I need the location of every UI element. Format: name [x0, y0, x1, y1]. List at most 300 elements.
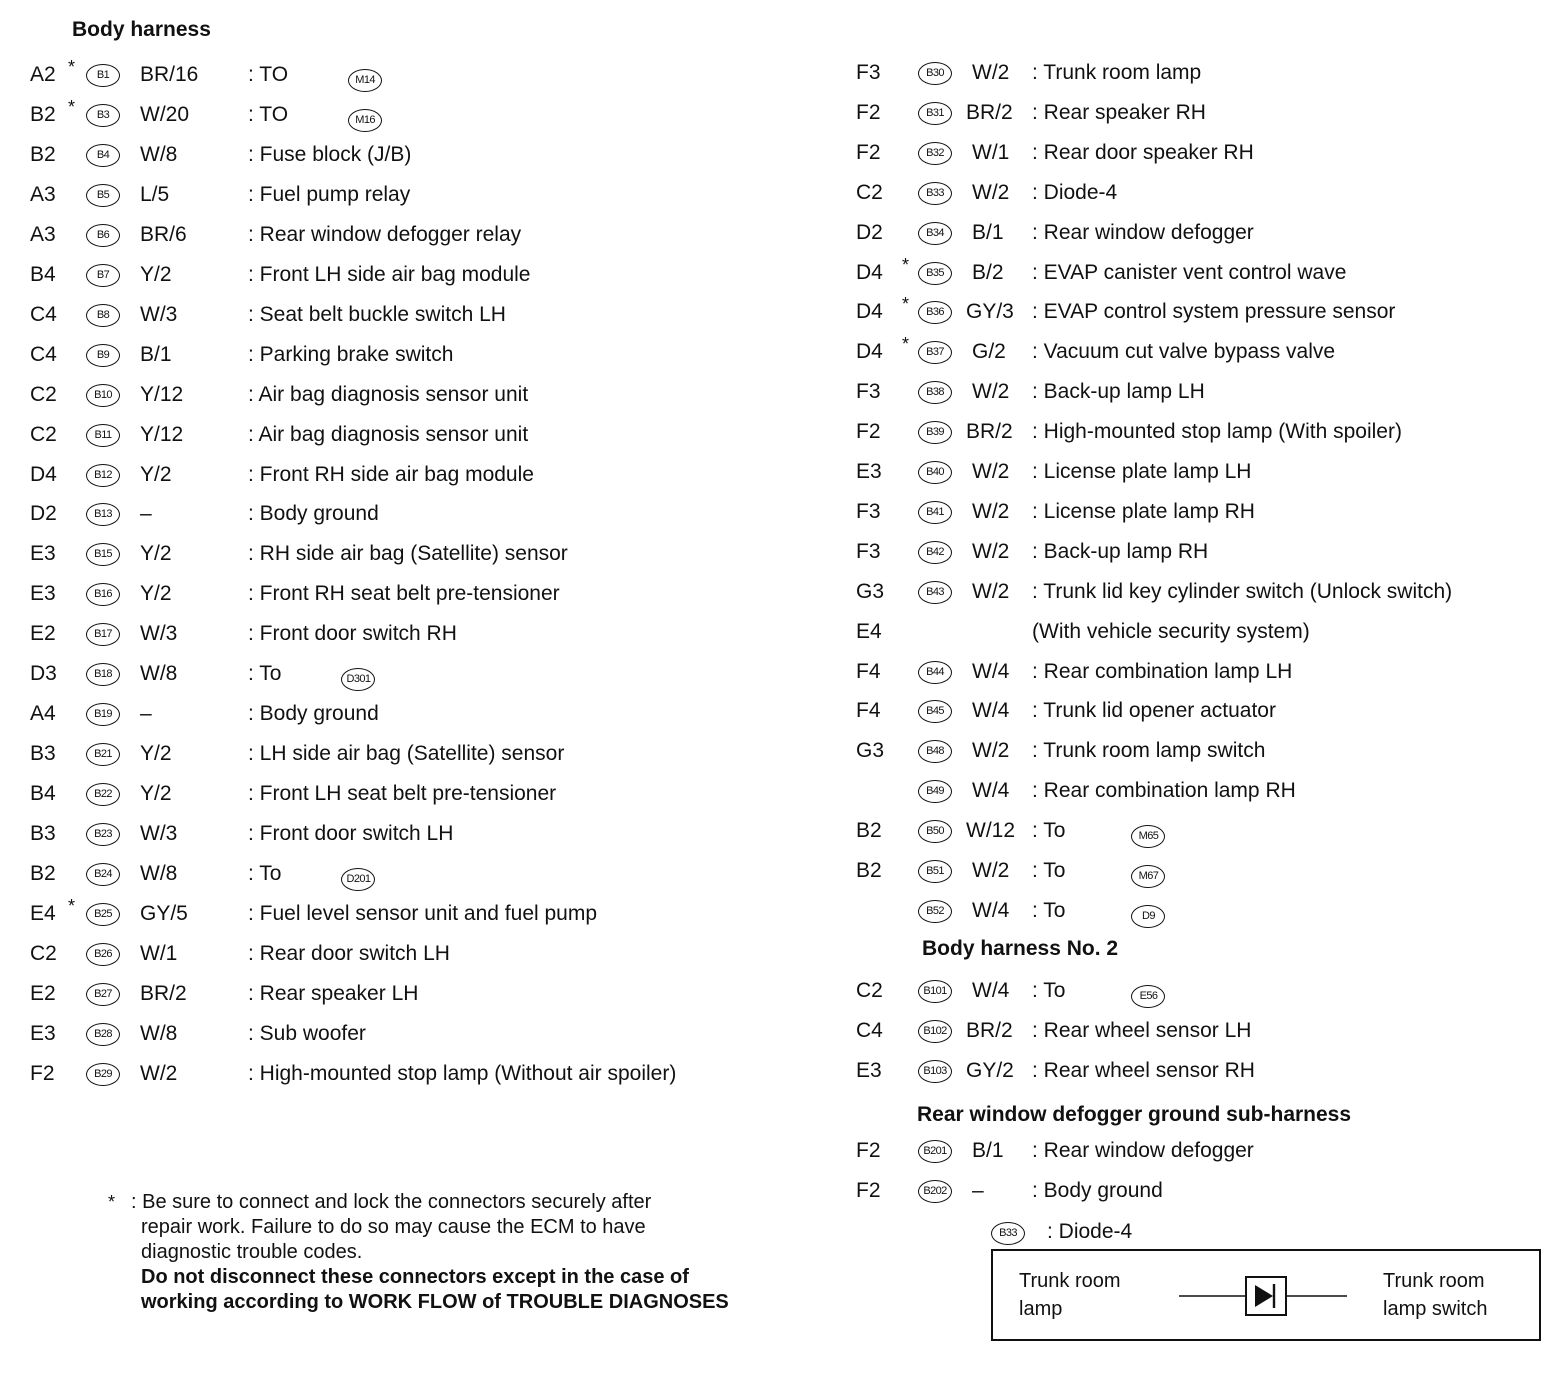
connector-badge: B28 — [86, 1023, 120, 1046]
grid-location: A3 — [30, 222, 56, 246]
body-harness-no2-heading: Body harness No. 2 — [922, 937, 1119, 960]
connector-description — [1032, 736, 1265, 766]
description-text: : Seat belt buckle switch LH — [248, 302, 506, 326]
connector-description — [248, 380, 528, 410]
description-text: : Fuel level sensor unit and fuel pump — [248, 901, 598, 925]
connector-badge: B48 — [918, 740, 952, 763]
description-text: : To — [248, 662, 282, 686]
description-text: : Fuel pump relay — [248, 182, 411, 206]
connector-description — [1032, 696, 1276, 726]
description-text: : Front RH side air bag module — [248, 462, 534, 486]
description-text: : Rear window defogger relay — [248, 222, 522, 246]
connector-row — [856, 976, 1556, 1006]
description-text: : Rear wheel sensor RH — [1032, 1058, 1255, 1082]
connector-description — [1032, 417, 1402, 447]
grid-location: G3 — [856, 739, 885, 763]
wire-spec: B/1 — [972, 1139, 1004, 1162]
grid-location: B2 — [30, 102, 56, 126]
connector-description — [248, 979, 418, 1009]
connector-badge: B41 — [918, 501, 952, 524]
connector-row — [856, 334, 1556, 367]
description-text: : LH side air bag (Satellite) sensor — [248, 742, 565, 766]
connector-row — [30, 539, 730, 569]
wire-spec: – — [140, 502, 152, 526]
description-text: (With vehicle security system) — [1032, 619, 1310, 643]
connector-row — [30, 579, 730, 609]
wire-spec: W/3 — [140, 822, 178, 846]
connector-description — [1032, 497, 1255, 527]
connector-row — [856, 294, 1556, 327]
description-text: : Back-up lamp RH — [1032, 539, 1209, 563]
wire-spec: BR/2 — [966, 420, 1013, 444]
connector-badge: B30 — [918, 62, 952, 85]
connector-row — [30, 499, 730, 529]
connector-description — [1032, 297, 1395, 327]
connector-row — [856, 776, 1556, 806]
connector-row — [30, 220, 730, 250]
lock-star: * — [68, 96, 76, 117]
diagram-right-label-2: lamp switch — [1383, 1298, 1488, 1320]
connector-description — [248, 180, 410, 210]
connector-badge: B5 — [86, 184, 120, 207]
connector-badge: B38 — [918, 381, 952, 404]
wire-spec: W/2 — [140, 1061, 178, 1085]
wire-spec: Y/2 — [140, 582, 172, 606]
connector-row — [856, 497, 1556, 527]
wire-spec: Y/2 — [140, 262, 172, 286]
description-text: : Trunk room lamp switch — [1032, 739, 1266, 763]
wire-spec: W/3 — [140, 622, 178, 646]
wire-spec: GY/5 — [140, 901, 188, 925]
description-text: : Body ground — [248, 702, 379, 726]
description-text: : Body ground — [1032, 1178, 1163, 1202]
grid-location: B2 — [856, 859, 882, 882]
connector-row — [856, 178, 1556, 208]
connector-badge: B26 — [86, 943, 120, 966]
connector-row — [30, 380, 730, 410]
diagram-left-label-2: lamp — [1019, 1298, 1063, 1320]
wire-spec: W/3 — [140, 302, 178, 326]
connector-description — [1032, 58, 1201, 88]
connector-badge: B37 — [918, 341, 952, 364]
connector-description — [1032, 337, 1335, 367]
connector-row — [30, 1019, 730, 1049]
connector-row — [30, 699, 730, 729]
connector-badge: B42 — [918, 541, 952, 564]
grid-location: F2 — [30, 1061, 55, 1085]
connector-row — [856, 736, 1556, 766]
grid-location: A4 — [30, 702, 56, 726]
connector-description — [248, 579, 560, 609]
grid-location: C4 — [30, 302, 57, 326]
connector-description — [1032, 138, 1254, 168]
grid-location: E3 — [856, 1058, 882, 1082]
wire-spec: B/1 — [140, 342, 172, 366]
connector-description — [248, 1059, 676, 1089]
wire-spec: W/8 — [140, 1021, 178, 1045]
description-text: : Trunk lid key cylinder switch (Unlock switch) — [1032, 579, 1453, 603]
wire-spec: GY/2 — [966, 1058, 1014, 1082]
wire-spec: W/4 — [972, 659, 1010, 683]
connector-description — [248, 659, 371, 691]
wire-spec: BR/6 — [140, 222, 187, 246]
connector-description — [1032, 1136, 1254, 1166]
connector-badge: B12 — [86, 464, 120, 487]
wire-spec: GY/3 — [966, 300, 1014, 324]
grid-location: A2 — [30, 63, 56, 86]
wire-spec: W/2 — [972, 859, 1010, 882]
grid-location: C2 — [856, 979, 883, 1002]
description-text: : Diode-4 — [1032, 180, 1118, 204]
connector-badge: B8 — [86, 304, 120, 327]
connector-row — [30, 96, 730, 130]
wire-spec: – — [140, 702, 152, 726]
connector-description — [248, 260, 530, 290]
target-connector-badge: E56 — [1131, 985, 1165, 1008]
wire-spec: W/4 — [972, 779, 1010, 803]
connector-description — [1032, 1056, 1255, 1086]
lock-star: * — [902, 334, 910, 355]
wire-spec: Y/2 — [140, 462, 172, 486]
connector-badge: B36 — [918, 301, 952, 324]
grid-location: B4 — [30, 782, 56, 806]
wire-spec: Y/2 — [140, 542, 172, 566]
connector-row — [856, 617, 1556, 647]
connector-description — [1032, 218, 1254, 248]
description-text: : Vacuum cut valve bypass valve — [1032, 340, 1336, 364]
description-text: : Front LH side air bag module — [248, 262, 531, 286]
connector-description — [248, 340, 453, 370]
defogger-sub-harness-heading: Rear window defogger ground sub-harness — [917, 1103, 1352, 1126]
wire-spec: W/2 — [972, 380, 1010, 404]
target-connector-badge: M14 — [348, 69, 382, 92]
wire-spec: G/2 — [972, 340, 1006, 364]
wire-spec: Y/2 — [140, 742, 172, 766]
connector-description — [248, 819, 453, 849]
connector-row — [30, 819, 730, 849]
wire-spec: W/8 — [140, 862, 178, 885]
wire-spec: W/1 — [972, 140, 1010, 164]
connector-description — [248, 899, 597, 929]
wire-spec: Y/12 — [140, 422, 184, 446]
description-text: : Air bag diagnosis sensor unit — [248, 422, 529, 446]
footnote-line-1: : Be sure to connect and lock the connectors securely after — [131, 1191, 652, 1213]
target-connector-badge: M16 — [348, 109, 382, 132]
connector-description — [248, 739, 564, 769]
connector-badge: B50 — [918, 820, 952, 843]
connector-badge: B35 — [918, 262, 952, 285]
grid-location: F4 — [856, 659, 881, 683]
connector-row — [856, 254, 1556, 288]
connector-description — [1032, 178, 1117, 208]
description-text: : Rear window defogger — [1032, 1139, 1254, 1162]
connector-badge: B39 — [918, 421, 952, 444]
connector-description — [248, 619, 457, 649]
description-text: : Back-up lamp LH — [1032, 380, 1205, 404]
connector-row — [856, 98, 1556, 128]
connector-description — [1032, 98, 1206, 128]
connector-row — [856, 218, 1556, 248]
connector-badge: B25 — [86, 903, 120, 926]
grid-location: C2 — [856, 180, 883, 204]
connector-row — [30, 460, 730, 490]
connector-row — [30, 57, 730, 90]
connector-row — [30, 895, 730, 929]
connector-badge: B49 — [918, 780, 952, 803]
description-text: : Front door switch RH — [248, 622, 457, 646]
footnote-bold-1: Do not disconnect these connectors except in the case of — [141, 1266, 689, 1288]
connector-row — [30, 340, 730, 370]
connector-row — [30, 300, 730, 330]
grid-location: A3 — [30, 182, 56, 206]
connector-badge: B51 — [918, 860, 952, 883]
wire-spec: Y/2 — [140, 782, 172, 806]
target-connector-badge: D201 — [341, 868, 375, 891]
description-text: : Rear combination lamp RH — [1032, 779, 1296, 803]
connector-row — [856, 457, 1556, 487]
description-text: : Body ground — [248, 502, 379, 526]
description-text: : Front door switch LH — [248, 822, 454, 846]
connector-badge: B22 — [86, 783, 120, 806]
connector-row — [856, 1056, 1556, 1086]
target-connector-badge: D9 — [1131, 905, 1165, 928]
target-connector-badge: M67 — [1131, 865, 1165, 888]
diode-symbol — [1173, 1271, 1353, 1321]
diagram-left-label-1: Trunk room — [1019, 1270, 1121, 1292]
connector-row — [30, 779, 730, 809]
grid-location: C2 — [30, 422, 57, 446]
description-text: : TO — [248, 102, 289, 126]
description-text: : To — [1032, 979, 1066, 1002]
description-text: : Trunk room lamp — [1032, 61, 1202, 84]
description-text: : Rear speaker LH — [248, 981, 419, 1005]
connector-badge: B11 — [86, 424, 120, 447]
connector-description — [248, 140, 411, 170]
connector-row — [856, 537, 1556, 567]
grid-location: C2 — [30, 941, 57, 965]
connector-row — [30, 859, 730, 889]
description-text: : EVAP control system pressure sensor — [1032, 300, 1396, 324]
grid-location: F2 — [856, 100, 881, 124]
description-text: : License plate lamp RH — [1032, 499, 1255, 523]
diode-diagram-box — [991, 1249, 1541, 1341]
connector-row — [856, 577, 1556, 607]
grid-location: D4 — [856, 260, 883, 284]
footnote-line-2: repair work. Failure to do so may cause the ECM to have — [141, 1216, 646, 1238]
wire-spec: W/2 — [972, 579, 1010, 603]
connector-description — [248, 499, 379, 529]
grid-location: F3 — [856, 61, 881, 84]
description-text: : License plate lamp LH — [1032, 460, 1252, 483]
connector-row — [856, 896, 1556, 926]
diagram-right-label-1: Trunk room — [1383, 1270, 1485, 1292]
connector-badge: B202 — [918, 1180, 952, 1203]
connector-row — [856, 1136, 1556, 1166]
diode-connector-badge: B33 — [991, 1222, 1025, 1245]
connector-row — [30, 180, 730, 210]
wire-spec: W/4 — [972, 898, 1010, 922]
connector-description — [248, 300, 506, 330]
connector-badge: B43 — [918, 581, 952, 604]
connector-badge: B16 — [86, 583, 120, 606]
connector-description — [248, 420, 528, 450]
connector-row — [856, 1176, 1556, 1206]
connector-description — [1032, 776, 1296, 806]
connector-row — [856, 816, 1556, 846]
connector-row — [856, 856, 1556, 886]
connector-badge: B19 — [86, 703, 120, 726]
grid-location: B2 — [30, 142, 56, 166]
lock-star: * — [902, 254, 910, 275]
connector-description — [248, 779, 556, 809]
grid-location: B4 — [30, 262, 56, 286]
connector-row — [30, 420, 730, 450]
description-text: : Trunk lid opener actuator — [1032, 699, 1276, 723]
wire-spec: W/2 — [972, 539, 1010, 563]
connector-description — [1032, 976, 1158, 1008]
connector-row — [856, 138, 1556, 168]
wire-spec: BR/16 — [140, 63, 199, 86]
wire-spec: B/1 — [972, 220, 1004, 244]
grid-location: C4 — [30, 342, 57, 366]
connector-row — [30, 140, 730, 170]
lock-star: * — [68, 57, 76, 77]
connector-badge: B24 — [86, 863, 120, 886]
connector-badge: B34 — [918, 222, 952, 245]
grid-location: E3 — [30, 582, 56, 606]
grid-location: F3 — [856, 539, 881, 563]
connector-description — [1032, 896, 1155, 928]
description-text: : Parking brake switch — [248, 342, 454, 366]
connector-description — [248, 100, 375, 132]
connector-row — [30, 979, 730, 1009]
description-text: : Front LH seat belt pre-tensioner — [248, 782, 557, 806]
connector-description — [248, 60, 375, 92]
wire-spec: Y/12 — [140, 382, 184, 406]
connector-description — [248, 539, 568, 569]
connector-badge: B7 — [86, 264, 120, 287]
wire-spec: W/1 — [140, 941, 178, 965]
connector-row — [856, 657, 1556, 687]
connector-badge: B102 — [918, 1020, 952, 1043]
connector-row — [30, 939, 730, 969]
connector-row — [30, 739, 730, 769]
connector-description — [248, 460, 534, 490]
description-text: : Fuse block (J/B) — [248, 142, 412, 166]
connector-description — [248, 699, 379, 729]
lock-star: * — [902, 294, 910, 315]
connector-description — [1032, 856, 1159, 888]
connector-badge: B21 — [86, 743, 120, 766]
footnote-star: * — [108, 1192, 116, 1212]
connector-badge: B40 — [918, 461, 952, 484]
connector-description — [248, 859, 371, 891]
connector-row — [30, 619, 730, 649]
connector-badge: B103 — [918, 1060, 952, 1083]
connector-description — [1032, 258, 1346, 288]
wire-spec: W/4 — [972, 979, 1010, 1002]
connector-badge: B44 — [918, 661, 952, 684]
grid-location: E3 — [30, 1021, 56, 1045]
wire-spec: W/12 — [966, 819, 1016, 843]
diode-caption-label: : Diode-4 — [1047, 1220, 1133, 1243]
connector-badge: B6 — [86, 224, 120, 247]
connector-description — [1032, 816, 1159, 848]
description-text: : Sub woofer — [248, 1021, 366, 1045]
connector-description — [1032, 617, 1310, 647]
grid-location: F2 — [856, 140, 881, 164]
connector-row — [30, 659, 730, 689]
grid-location: B3 — [30, 742, 56, 766]
grid-location: D2 — [856, 220, 883, 244]
description-text: : High-mounted stop lamp (Without air spoiler) — [248, 1061, 677, 1085]
lock-star: * — [68, 895, 76, 916]
description-text: : To — [1032, 859, 1066, 882]
connector-description — [248, 939, 450, 969]
connector-badge: B13 — [86, 503, 120, 526]
grid-location: B2 — [856, 819, 882, 843]
connector-description — [1032, 537, 1208, 567]
grid-location: C4 — [856, 1018, 883, 1042]
grid-location: B2 — [30, 862, 56, 885]
connector-description — [1032, 377, 1205, 407]
grid-location: D4 — [856, 300, 883, 324]
connector-row — [856, 1016, 1556, 1046]
description-text: : To — [1032, 898, 1066, 922]
wire-spec: W/2 — [972, 61, 1010, 84]
description-text: : TO — [248, 63, 289, 86]
footnote-bold-2: working according to WORK FLOW of TROUBLE DIAGNOSES — [141, 1291, 729, 1313]
description-text: : Rear speaker RH — [1032, 100, 1206, 124]
grid-location: G3 — [856, 579, 885, 603]
wire-spec: BR/2 — [966, 1018, 1013, 1042]
connector-row — [30, 1059, 730, 1089]
wire-spec: BR/2 — [966, 100, 1013, 124]
grid-location: F2 — [856, 420, 881, 444]
connector-badge: B1 — [86, 64, 120, 87]
connector-description — [1032, 657, 1292, 687]
connector-badge: B32 — [918, 142, 952, 165]
wire-spec: L/5 — [140, 182, 170, 206]
connector-badge: B201 — [918, 1140, 952, 1163]
description-text: : To — [1032, 819, 1066, 843]
grid-location: E2 — [30, 622, 56, 646]
description-text: : RH side air bag (Satellite) sensor — [248, 542, 568, 566]
connector-description — [1032, 457, 1251, 487]
grid-location: F3 — [856, 499, 881, 523]
description-text: : To — [248, 862, 282, 885]
description-text: : Rear wheel sensor LH — [1032, 1018, 1252, 1042]
wire-spec: W/2 — [972, 499, 1010, 523]
description-text: : Air bag diagnosis sensor unit — [248, 382, 529, 406]
connector-badge: B10 — [86, 384, 120, 407]
grid-location: D4 — [856, 340, 883, 364]
connector-description — [1032, 577, 1452, 607]
description-text: : Rear combination lamp LH — [1032, 659, 1293, 683]
wire-spec: BR/2 — [140, 981, 187, 1005]
wire-spec: W/8 — [140, 142, 178, 166]
target-connector-badge: D301 — [341, 668, 375, 691]
connector-badge: B27 — [86, 983, 120, 1006]
connector-badge: B17 — [86, 623, 120, 646]
grid-location: D2 — [30, 502, 57, 526]
grid-location: E4 — [856, 619, 882, 643]
grid-location: F2 — [856, 1178, 881, 1202]
footnote-line-3: diagnostic trouble codes. — [141, 1241, 363, 1263]
connector-badge: B3 — [86, 104, 120, 127]
connector-description — [1032, 1176, 1163, 1206]
grid-location: F4 — [856, 699, 881, 723]
